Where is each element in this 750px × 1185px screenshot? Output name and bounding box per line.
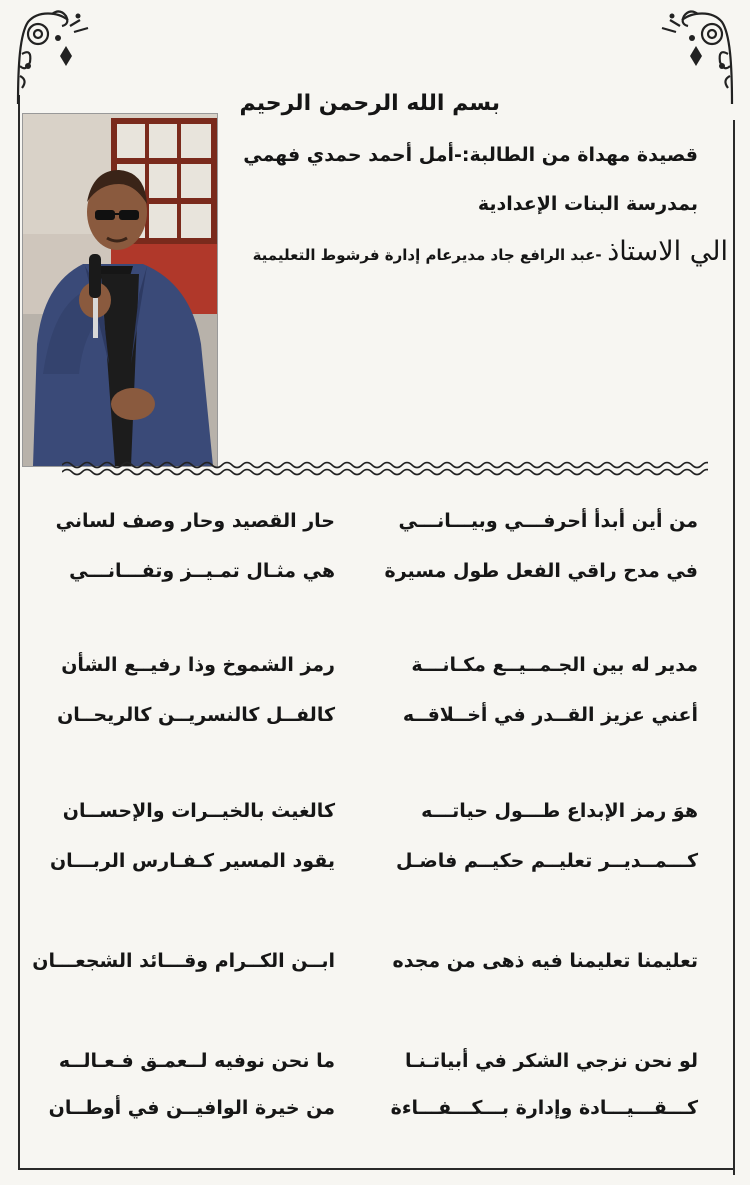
verse-9-left: من خيرة الوافيــن في أوطــان [48, 1097, 335, 1119]
verse-7-right: تعليمنا تعليمنا فيه ذهى من مجده [392, 950, 698, 972]
verse-8-left: ما نحن نوفيه لــعمـق فـعـالــه [58, 1050, 335, 1072]
left-border-line [18, 95, 20, 1170]
school-name: بمدرسة البنات الإعدادية [477, 193, 698, 215]
verse-6-right: كـــمــديــر تعليــم حكيــم فاضـل [395, 850, 698, 872]
basmala: بسم الله الرحمن الرحيم [239, 91, 500, 116]
dedication-rest: -عبد الرافع جاد مديرعام إدارة فرشوط التعليمية [252, 246, 602, 264]
speaker-photo [22, 113, 218, 467]
verse-3-left: رمز الشموخ وذا رفيــع الشأن [61, 654, 335, 676]
verse-8-right: لو نحن نزجي الشكر في أبياتـنـا [405, 1050, 698, 1072]
right-border-line [733, 120, 735, 1175]
verse-5-left: كالغيث بالخيــرات والإحســان [62, 800, 335, 822]
bottom-border-line [18, 1168, 735, 1170]
wavy-divider [62, 458, 708, 478]
dedication-prefix: الي الاستاذ [607, 236, 728, 267]
top-right-ornament-icon [652, 4, 742, 114]
verse-2-right: في مدح راقي الفعل طول مسيرة [384, 560, 698, 582]
dedication-line [253, 236, 728, 267]
verse-9-right: كـــقـــيـــادة وإدارة بـــكـــفـــاءة [390, 1097, 698, 1119]
verse-3-right: مدير له بين الجـمــيــع مكـانـــة [411, 654, 698, 676]
verse-2-left: هي مثـال تمـيــز وتفـــانـــي [69, 560, 335, 582]
top-left-ornament-icon [8, 4, 98, 114]
verse-4-left: كالفــل كالنسريــن كالريحــان [57, 704, 335, 726]
verse-7-left: ابــن الكــرام وقـــائد الشجعـــان [32, 950, 335, 972]
verse-5-right: هوَ رمز الإبداع طـــول حياتـــه [421, 800, 698, 822]
verse-4-right: أعني عزيز القــدر في أخــلاقــه [402, 704, 698, 726]
poem-title: قصيدة مهداة من الطالبة:-أمل أحمد حمدي فهمي [243, 144, 698, 166]
verse-6-left: يقود المسير كـفـارس الربـــان [49, 850, 335, 872]
speaker-photo-illustration [23, 114, 217, 466]
verse-1-right: من أين أبدأ أحرفـــي وبيـــانـــي [398, 510, 698, 532]
verse-1-left: حار القصيد وحار وصف لساني [55, 510, 335, 532]
